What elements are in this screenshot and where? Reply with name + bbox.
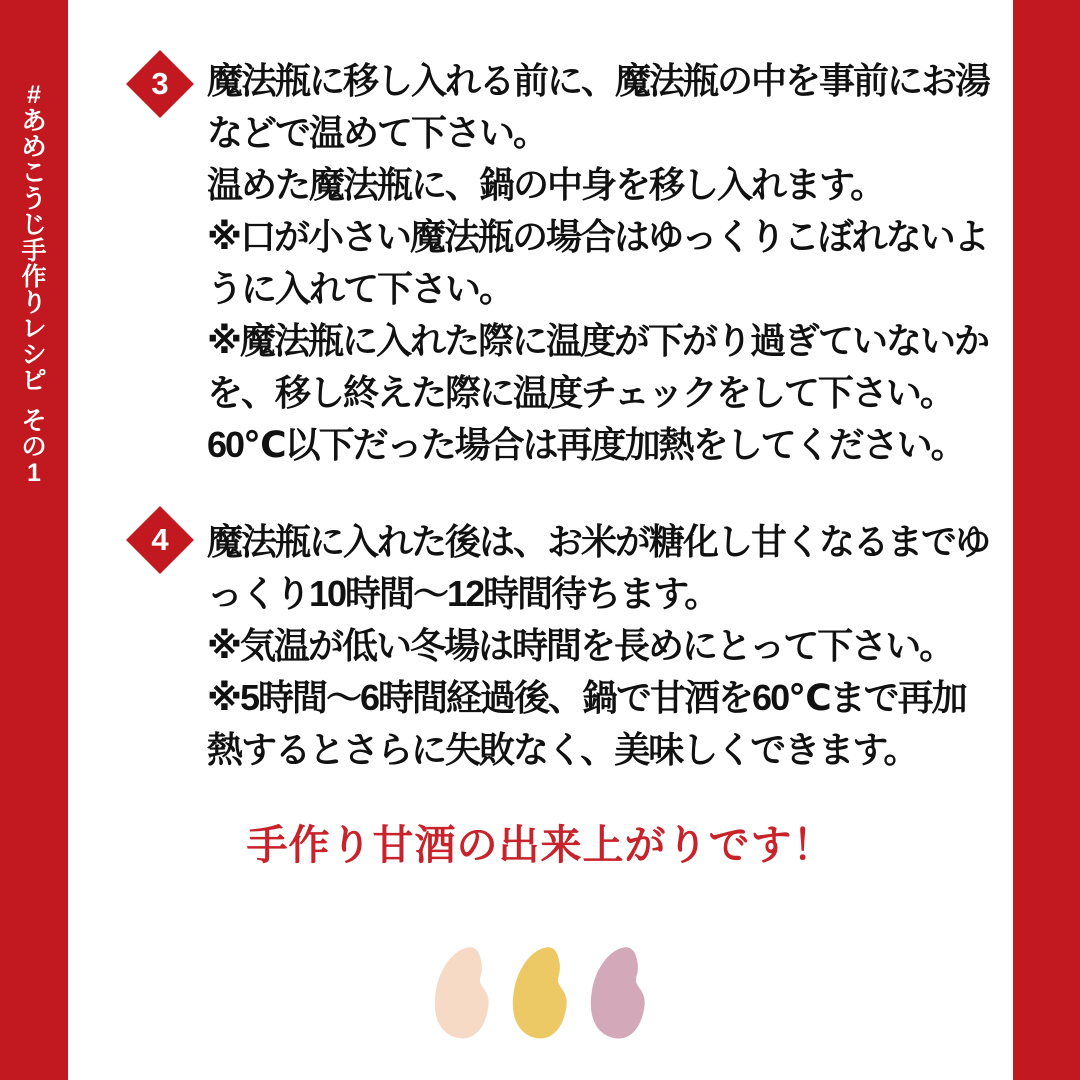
step-4-line-1: 魔法瓶に入れた後は、お米が糖化し甘くなるまでゆ: [207, 521, 990, 562]
rice-grains: [68, 944, 1013, 1039]
rice-grain-peach-icon: [426, 941, 499, 1043]
rice-grain-yellow-icon: [504, 941, 577, 1043]
step-4-line-2: っくり10時間〜12時間待ちます。: [207, 573, 719, 614]
step-4-line-3: ※気温が低い冬場は時間を長めにとって下さい。: [207, 625, 954, 666]
hashtag-vertical-text: # あ め こ う じ 手 作 り レ シ ピ そ の 1: [21, 81, 47, 487]
step-4-marker: [126, 506, 194, 574]
right-red-border: [1013, 0, 1080, 1080]
step-3-line-7: を、移し終えた際に温度チェックをして下さい。: [207, 372, 954, 413]
step-3-line-8: 60℃以下だった場合は再度加熱をしてください。: [207, 424, 965, 465]
step-3-number: 3: [151, 66, 169, 101]
step-3-marker: [126, 50, 194, 118]
step-4-line-5: 熱するとさらに失敗なく、美味しくできます。: [207, 729, 918, 770]
left-red-border: [0, 0, 68, 1080]
finish-message: 手作り甘酒の出来上がりです！: [246, 822, 835, 868]
step-4-line-4: ※5時間〜6時間経過後、鍋で甘酒を60℃まで再加: [207, 677, 966, 718]
step-3-line-3: 温めた魔法瓶に、鍋の中身を移し入れます。: [207, 164, 885, 205]
rice-grain-mauve-icon: [582, 941, 655, 1043]
step-3-text: [207, 55, 1019, 471]
step-3-line-1: 魔法瓶に移し入れる前に、魔法瓶の中を事前にお湯: [207, 60, 990, 101]
step-4-text: [207, 516, 1019, 776]
step-4-number: 4: [151, 522, 169, 557]
step-3-line-4: ※口が小さい魔法瓶の場合はゆっくりこぼれないよ: [207, 216, 988, 257]
step-3-line-6: ※魔法瓶に入れた際に温度が下がり過ぎていないか: [207, 320, 988, 361]
step-3-line-5: うに入れて下さい。: [207, 268, 514, 309]
step-3-line-2: などで温めて下さい。: [207, 112, 548, 153]
